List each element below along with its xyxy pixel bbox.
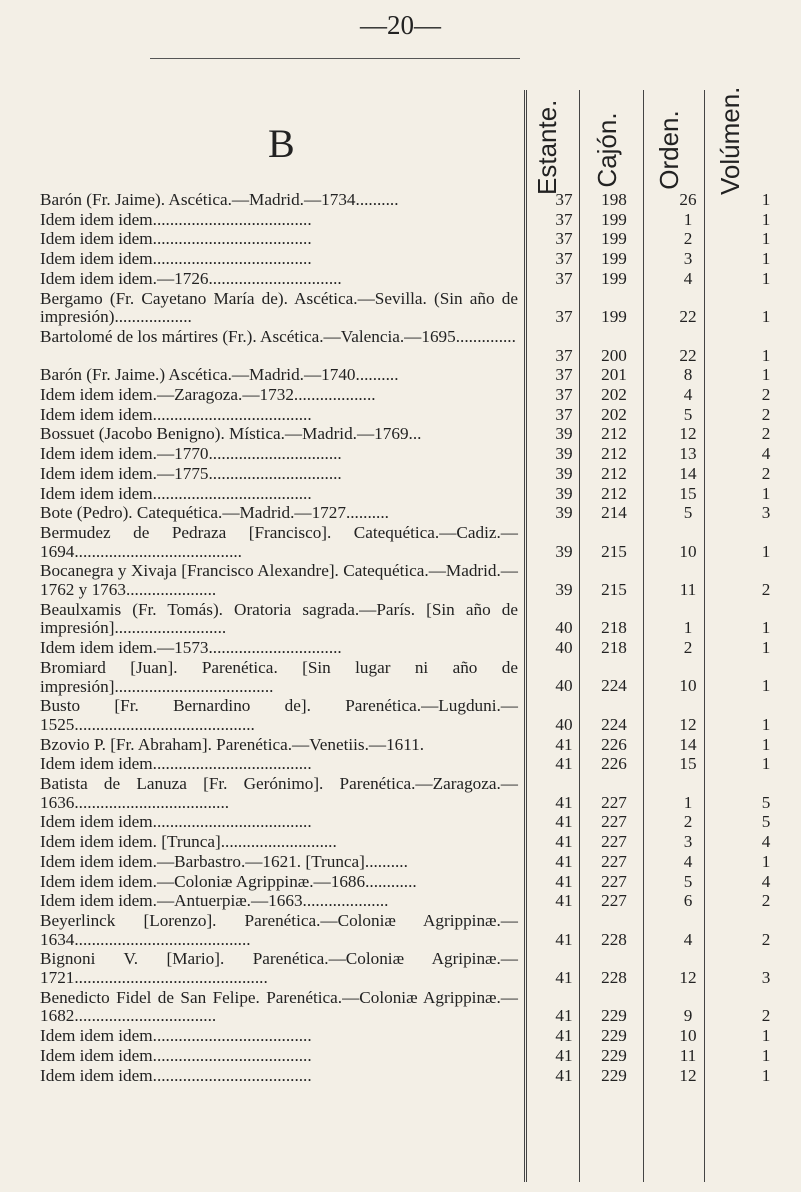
- entry-text: Idem idem idem.—Coloniæ Agrippinæ.—1686............: [40, 871, 417, 891]
- cell-cajon: 227: [601, 871, 627, 891]
- column-divider: [524, 90, 527, 1182]
- cell-estante: 41: [555, 1026, 573, 1046]
- cell-cajon: 227: [601, 891, 627, 911]
- cell-cajon: 212: [601, 483, 627, 503]
- cell-orden: 4: [683, 268, 693, 288]
- entry-text: Beyerlinck [Lorenzo]. Parenética.—Coloniæ Agrippinæ.—1634.........................................: [40, 910, 518, 949]
- cell-orden: 22: [679, 345, 697, 365]
- cell-volumen: 1: [761, 1045, 771, 1065]
- entry-text: Bignoni V. [Mario]. Parenética.—Coloniæ Agripinæ.—1721.............................................: [40, 949, 518, 987]
- cell-volumen: 1: [761, 638, 771, 658]
- cell-orden: 1: [683, 618, 693, 638]
- cell-orden: 12: [679, 967, 697, 987]
- entry-text: Bergamo (Fr. Cayetano María de). Ascética.—Sevilla. (Sin año de impresión)..................: [40, 288, 518, 327]
- entry-text: Idem idem idem.....................................: [40, 1045, 312, 1065]
- cell-estante: 40: [555, 638, 573, 658]
- entry-text: Bartolomé de los mártires (Fr.). Ascética.—Valencia.—1695..............: [40, 326, 516, 346]
- entry-text: Idem idem idem.....................................: [40, 229, 312, 249]
- cell-volumen: 1: [761, 345, 771, 365]
- cell-cajon: 201: [601, 365, 627, 385]
- entry-text: Bromiard [Juan]. Parenética. [Sin lugar ni año de impresión].....................................: [40, 657, 518, 696]
- page-number: —20—: [360, 10, 441, 40]
- entry-text: Idem idem idem.—Zaragoza.—1732...................: [40, 385, 376, 404]
- cell-cajon: 212: [601, 463, 627, 483]
- cell-estante: 37: [555, 209, 573, 229]
- cell-estante: 37: [555, 249, 573, 269]
- cell-estante: 39: [555, 579, 573, 599]
- cell-orden: 12: [679, 714, 697, 734]
- entry-text: Idem idem idem.....................................: [40, 1065, 312, 1085]
- entry-text: Idem idem idem.....................................: [40, 209, 312, 229]
- entry-text: Benedicto Fidel de San Felipe. Parenética.—Coloniæ Agrippinæ.—1682.................................: [40, 987, 518, 1026]
- cell-cajon: 198: [601, 190, 627, 209]
- cell-volumen: 1: [761, 734, 771, 754]
- cell-cajon: 218: [601, 618, 627, 638]
- cell-cajon: 218: [601, 638, 627, 658]
- cell-volumen: 4: [761, 832, 771, 852]
- cell-cajon: 226: [601, 734, 627, 754]
- cell-estante: 37: [555, 365, 573, 385]
- cell-volumen: 1: [761, 229, 771, 249]
- cell-cajon: 199: [601, 249, 627, 269]
- cell-estante: 37: [555, 268, 573, 288]
- cell-estante: 37: [555, 345, 573, 365]
- cell-volumen: 1: [761, 851, 771, 871]
- entry-text: Idem idem idem.....................................: [40, 754, 312, 774]
- cell-orden: 10: [679, 541, 697, 561]
- cell-estante: 37: [555, 385, 573, 404]
- column-header-orden: Orden.: [654, 110, 684, 190]
- cell-orden: 5: [683, 503, 693, 523]
- cell-estante: 41: [555, 1065, 573, 1085]
- cell-volumen: 5: [761, 792, 771, 812]
- cell-orden: 1: [683, 792, 693, 812]
- cell-estante: 39: [555, 503, 573, 523]
- cell-volumen: 1: [761, 249, 771, 269]
- cell-estante: 41: [555, 1006, 573, 1026]
- cell-orden: 11: [679, 1045, 697, 1065]
- cell-cajon: 227: [601, 851, 627, 871]
- cell-orden: 4: [683, 851, 693, 871]
- cell-orden: 12: [679, 1065, 697, 1085]
- header-rule: [150, 58, 520, 59]
- cell-orden: 10: [679, 676, 697, 696]
- entry-text: Idem idem idem.....................................: [40, 404, 312, 424]
- cell-estante: 37: [555, 404, 573, 424]
- entry-text: Idem idem idem.....................................: [40, 812, 312, 832]
- cell-volumen: 1: [761, 268, 771, 288]
- cell-estante: 39: [555, 444, 573, 464]
- cell-volumen: 1: [761, 754, 771, 774]
- cell-cajon: 227: [601, 812, 627, 832]
- cell-cajon: 202: [601, 385, 627, 404]
- cell-orden: 26: [679, 190, 697, 209]
- cell-cajon: 224: [601, 714, 627, 734]
- cell-orden: 12: [679, 424, 697, 444]
- cell-volumen: 1: [761, 307, 771, 327]
- cell-estante: 41: [555, 792, 573, 812]
- entry-text: Bote (Pedro). Catequética.—Madrid.—1727..........: [40, 503, 389, 523]
- cell-cajon: 199: [601, 307, 627, 327]
- cell-cajon: 228: [601, 929, 627, 949]
- cell-orden: 4: [683, 385, 693, 404]
- cell-cajon: 229: [601, 1026, 627, 1046]
- cell-volumen: 1: [761, 541, 771, 561]
- entry-text: Bzovio P. [Fr. Abraham]. Parenética.—Venetiis.—1611.: [40, 734, 425, 754]
- entry-text: Busto [Fr. Bernardino de]. Parenética.—Lugduni.—1525..........................................: [40, 696, 518, 734]
- cell-estante: 39: [555, 541, 573, 561]
- cell-orden: 2: [683, 812, 693, 832]
- cell-cajon: 200: [601, 345, 627, 365]
- cell-orden: 14: [679, 463, 697, 483]
- cell-volumen: 1: [761, 676, 771, 696]
- cell-estante: 41: [555, 1045, 573, 1065]
- cell-estante: 41: [555, 812, 573, 832]
- column-header-estante: Estante.: [532, 99, 562, 195]
- cell-cajon: 215: [601, 541, 627, 561]
- cell-cajon: 229: [601, 1045, 627, 1065]
- cell-cajon: 199: [601, 268, 627, 288]
- cell-volumen: 2: [761, 891, 771, 911]
- entry-text: Idem idem idem. [Trunca]...........................: [40, 832, 337, 852]
- cell-estante: 40: [555, 618, 573, 638]
- entry-text: Barón (Fr. Jaime). Ascética.—Madrid.—1734..........: [40, 190, 399, 209]
- cell-orden: 3: [683, 832, 693, 852]
- entry-text: Idem idem idem.....................................: [40, 1026, 312, 1046]
- cell-volumen: 4: [761, 871, 771, 891]
- cell-volumen: 2: [761, 929, 771, 949]
- entry-text: Beaulxamis (Fr. Tomás). Oratoria sagrada.—París. [Sin año de impresión]..........................: [40, 599, 518, 638]
- entry-text: Bossuet (Jacobo Benigno). Mística.—Madrid.—1769...: [40, 424, 422, 444]
- entry-text: Idem idem idem.—Barbastro.—1621. [Trunca]..........: [40, 851, 408, 871]
- cell-orden: 15: [679, 754, 697, 774]
- cell-cajon: 215: [601, 579, 627, 599]
- cell-estante: 37: [555, 229, 573, 249]
- entry-text: Idem idem idem.—1775...............................: [40, 463, 342, 483]
- cell-volumen: 1: [761, 190, 771, 209]
- entry-text: Barón (Fr. Jaime.) Ascética.—Madrid.—1740..........: [40, 365, 399, 385]
- cell-orden: 15: [679, 483, 697, 503]
- cell-cajon: 229: [601, 1006, 627, 1026]
- cell-estante: 41: [555, 891, 573, 911]
- cell-orden: 8: [683, 365, 693, 385]
- cell-volumen: 2: [761, 463, 771, 483]
- cell-volumen: 1: [761, 1026, 771, 1046]
- cell-estante: 39: [555, 424, 573, 444]
- cell-estante: 41: [555, 871, 573, 891]
- cell-cajon: 202: [601, 404, 627, 424]
- cell-volumen: 2: [761, 1006, 771, 1026]
- column-header-volumen: Volúmen.: [715, 86, 745, 195]
- cell-orden: 22: [679, 307, 697, 327]
- cell-volumen: 3: [761, 967, 771, 987]
- entry-text: Bocanegra y Xivaja [Francisco Alexandre]. Catequética.—Madrid.—1762 y 1763.....................: [40, 561, 518, 599]
- cell-cajon: 229: [601, 1065, 627, 1085]
- cell-volumen: 4: [761, 444, 771, 464]
- cell-orden: 2: [683, 638, 693, 658]
- entry-text: Idem idem idem.....................................: [40, 483, 312, 503]
- cell-estante: 37: [555, 307, 573, 327]
- cell-cajon: 226: [601, 754, 627, 774]
- entry-text: Idem idem idem.—Antuerpiæ.—1663....................: [40, 891, 389, 911]
- cell-volumen: 2: [761, 404, 771, 424]
- column-header-cajon: Cajón.: [592, 112, 622, 188]
- cell-orden: 1: [683, 209, 693, 229]
- cell-estante: 41: [555, 929, 573, 949]
- cell-volumen: 1: [761, 618, 771, 638]
- cell-volumen: 5: [761, 812, 771, 832]
- cell-orden: 9: [683, 1006, 693, 1026]
- section-letter: B: [268, 121, 295, 166]
- cell-volumen: 1: [761, 209, 771, 229]
- entry-text: Bermudez de Pedraza [Francisco]. Catequética.—Cadiz.—1694.......................................: [40, 522, 518, 561]
- cell-volumen: 2: [761, 579, 771, 599]
- cell-cajon: 227: [601, 832, 627, 852]
- entry-text: Idem idem idem.—1770...............................: [40, 444, 342, 464]
- cell-orden: 5: [683, 404, 693, 424]
- cell-estante: 41: [555, 832, 573, 852]
- entry-text: Idem idem idem.—1573...............................: [40, 638, 342, 658]
- cell-estante: 41: [555, 967, 573, 987]
- cell-cajon: 227: [601, 792, 627, 812]
- entry-text: Idem idem idem.—1726...............................: [40, 268, 342, 288]
- entry-text: Batista de Lanuza [Fr. Gerónimo]. Parenética.—Zaragoza.—1636....................................: [40, 774, 518, 812]
- cell-volumen: 2: [761, 385, 771, 404]
- cell-estante: 41: [555, 734, 573, 754]
- cell-volumen: 1: [761, 365, 771, 385]
- cell-cajon: 214: [601, 503, 627, 523]
- cell-cajon: 228: [601, 967, 627, 987]
- cell-cajon: 224: [601, 676, 627, 696]
- cell-volumen: 1: [761, 1065, 771, 1085]
- entry-text: Idem idem idem.....................................: [40, 249, 312, 269]
- cell-estante: 37: [555, 190, 573, 209]
- cell-estante: 40: [555, 676, 573, 696]
- cell-orden: 4: [683, 929, 693, 949]
- cell-volumen: 3: [761, 503, 771, 523]
- cell-volumen: 2: [761, 424, 771, 444]
- cell-cajon: 199: [601, 229, 627, 249]
- cell-cajon: 212: [601, 424, 627, 444]
- cell-orden: 5: [683, 871, 693, 891]
- cell-orden: 3: [683, 249, 693, 269]
- cell-orden: 14: [679, 734, 697, 754]
- cell-estante: 41: [555, 754, 573, 774]
- cell-orden: 10: [679, 1026, 697, 1046]
- cell-orden: 13: [679, 444, 697, 464]
- cell-estante: 41: [555, 851, 573, 871]
- cell-estante: 40: [555, 714, 573, 734]
- cell-estante: 39: [555, 463, 573, 483]
- cell-orden: 2: [683, 229, 693, 249]
- cell-cajon: 212: [601, 444, 627, 464]
- cell-cajon: 199: [601, 209, 627, 229]
- cell-volumen: 1: [761, 714, 771, 734]
- cell-volumen: 1: [761, 483, 771, 503]
- cell-estante: 39: [555, 483, 573, 503]
- cell-orden: 11: [679, 579, 697, 599]
- cell-orden: 6: [683, 891, 693, 911]
